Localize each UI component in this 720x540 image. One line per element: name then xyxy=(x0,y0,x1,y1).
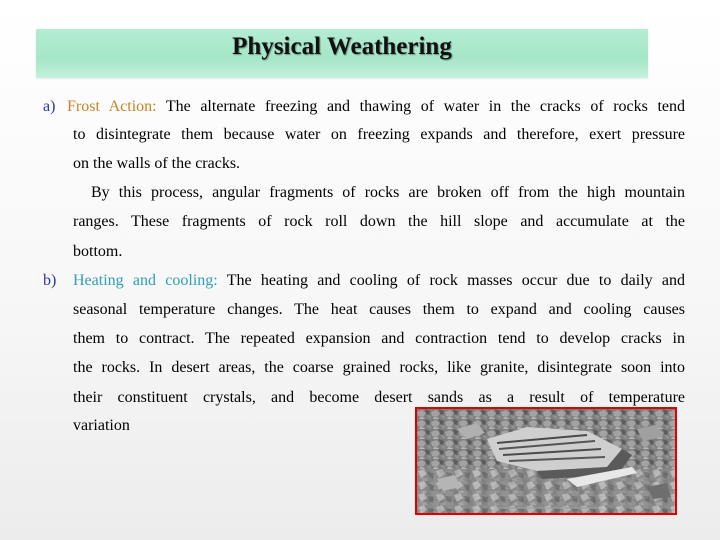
list-marker-a: a) xyxy=(43,98,56,115)
list-item-line: their constituent crystals, and become desert sands as a result of temperature xyxy=(73,389,685,406)
list-item-line: the rocks. In desert areas, the coarse grained rocks, like granite, disintegrate soon into xyxy=(73,359,685,376)
list-item-line: seasonal temperature changes. The heat causes them to expand and cooling causes xyxy=(73,301,685,318)
title-banner xyxy=(36,29,648,78)
list-item-line: on the walls of the cracks. xyxy=(73,155,241,172)
list-item-line: ranges. These fragments of rock roll down the hill slope and accumulate at the xyxy=(73,213,685,230)
list-marker-b: b) xyxy=(43,272,57,289)
weathered-rock-photo xyxy=(415,407,677,515)
list-item-line: Heating and cooling: The heating and cooling of rock masses occur due to daily and xyxy=(73,272,686,289)
list-item-line: bottom. xyxy=(73,243,123,260)
term-heating-cooling: Heating and cooling: xyxy=(73,272,218,289)
page-title: Physical Weathering xyxy=(232,33,452,60)
list-item-line: them to contract. The repeated expansion and contraction tend to develop cracks in xyxy=(73,330,685,347)
term-frost-action: Frost Action: xyxy=(67,98,157,115)
list-item-line: variation xyxy=(73,417,130,434)
list-item-line: to disintegrate them because water on freezing expands and therefore, exert pressure xyxy=(73,126,685,143)
rock-photo-image xyxy=(417,409,675,513)
list-item-line: By this process, angular fragments of rocks are broken off from the high mountain xyxy=(91,184,685,201)
list-item-line: Frost Action: The alternate freezing and thawing of water in the cracks of rocks tend xyxy=(67,98,686,115)
